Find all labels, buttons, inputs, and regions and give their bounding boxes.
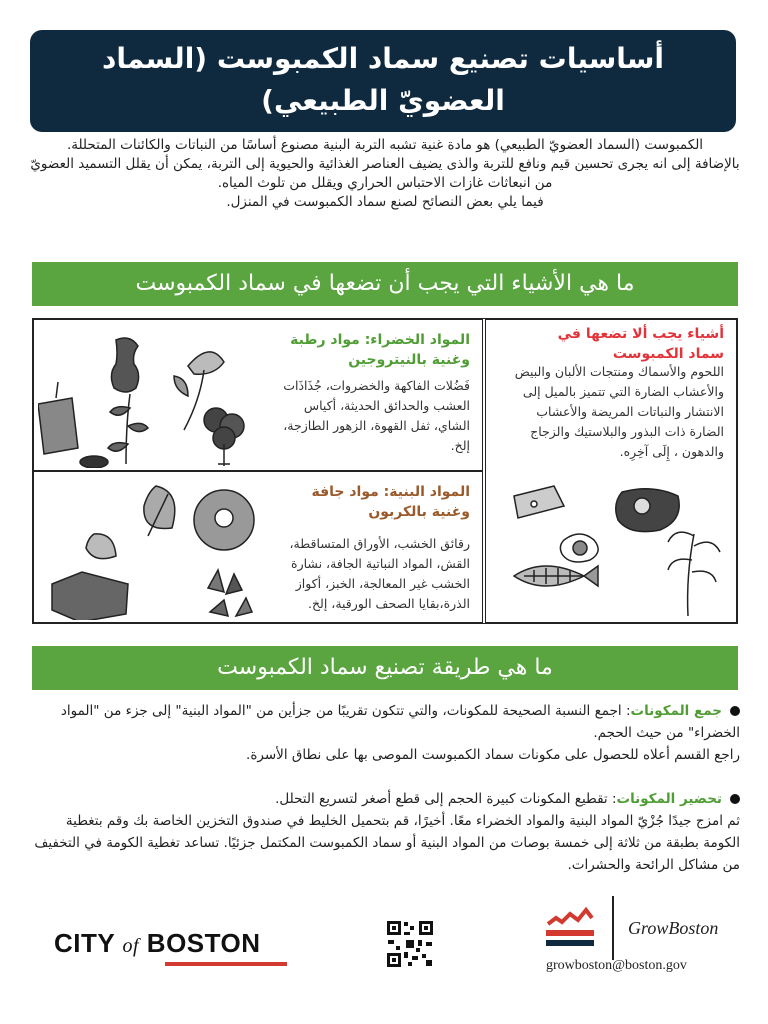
city-word: CITY — [54, 928, 115, 958]
step-collect-label: جمع المكونات — [630, 703, 722, 719]
growboston-name: GrowBoston — [628, 918, 719, 938]
city-of-boston-logo — [54, 928, 261, 959]
intro-text — [30, 136, 740, 212]
step-collect — [30, 700, 740, 744]
bullet-icon — [730, 794, 740, 804]
greens-title: المواد الخضراء: مواد رطبة وغنية بالنيتروجين — [290, 332, 470, 368]
growboston-logo-icon — [544, 906, 596, 952]
intro-line-2: بالإضافة إلى انه يجرى تحسين قيم ونافع للتربة والذى يضيف العناصر الغذائية والحيوية إلى التربة، يمكن أن يقلل التسميد العضويّ من انبعاثات غازات الاحتباس الحراري ويقلل من تلوث المياه. — [30, 156, 740, 191]
boston-word: BOSTON — [146, 928, 261, 958]
avoid-items-illustration — [494, 476, 734, 618]
contact-email[interactable]: growboston@boston.gov — [546, 958, 687, 973]
step-prepare-note: ثم امزج جيدًا جُزْيّ المواد البنية والمواد الخضراء معًا. أخيرًا، قم بتحميل الخليط في صندوق التخزين الخاصة بك وقم بتغطية الكومة بطبقة من ثلاثة إلى خمسة بوصات من المواد البنية أو سماد الكمبوست المكتمل جزئيًا. تساعد تغطية الكومة في التخفيف من مشاكل الرائحة والحشرات. — [34, 813, 740, 873]
brown-materials-illustration — [38, 476, 266, 620]
green-materials-illustration — [38, 326, 266, 468]
intro-line-3: فيما يلي بعض النصائح لصنع سماد الكمبوست في المنزل. — [226, 194, 544, 210]
step-prepare-text: : تقطيع المكونات كبيرة الحجم إلى قطع أصغر لتسريع التحلل. — [275, 791, 617, 807]
avoid-title: أشياء يجب ألا تضعها في سماد الكمبوست — [557, 326, 724, 362]
browns-title: المواد البنية: مواد جافة وغنية بالكربون — [311, 484, 470, 520]
step-prepare — [30, 788, 740, 810]
avoid-text: اللحوم والأسماك ومنتجات الألبان والبيض والأعشاب الضارة التي تتميز بالميل إلى الانتشار والنباتات المريضة والأعشاب الضارة ذات البذور والبلاستيك والزجاج والدهون ، إِلَى آخِرِه. — [514, 364, 724, 459]
logo-divider — [612, 896, 614, 960]
qr-code-icon[interactable] — [386, 920, 434, 968]
of-word: of — [122, 935, 140, 957]
step-collect-note: راجع القسم أعلاه للحصول على مكونات سماد الكمبوست الموصى بها على نطاق الأسرة. — [246, 747, 740, 763]
avoid-cell — [485, 319, 737, 623]
section-heading-how-to: ما هي طريقة تصنيع سماد الكمبوست — [32, 646, 738, 690]
step-collect-text: : اجمع النسبة الصحيحة للمكونات، والتي تتكون تقريبًا من جزأين من "المواد البنية" إلى جزء من "المواد الخضراء" من حيث الحجم. — [60, 703, 740, 741]
page-title: أساسيات تصنيع سماد الكمبوست (السماد العضويّ الطبيعي) — [30, 30, 736, 132]
browns-cell — [33, 471, 483, 623]
greens-text: فَضُلات الفاكهة والخضروات، جُذَاذَات العشب والحدائق الحديثة، أكياس الشاي، ثفل القهوة، الزهور الطازجة، إلخ. — [283, 378, 470, 453]
bullet-icon — [730, 706, 740, 716]
materials-frame — [32, 318, 738, 624]
step-prepare-label: تحضير المكونات — [616, 791, 722, 807]
intro-line-1: الكمبوست (السماد العضويّ الطبيعي) هو مادة غنية تشبه التربة البنية مصنوع أساسًا من النباتات والكائنات المتحللة. — [66, 137, 704, 153]
greens-cell — [33, 319, 483, 471]
section-heading-what-to-add: ما هي الأشياء التي يجب أن تضعها في سماد الكمبوست — [32, 262, 738, 306]
footer — [0, 892, 768, 1002]
logo-underline — [165, 962, 287, 966]
how-to-steps — [30, 700, 740, 876]
browns-text: رقائق الخشب، الأوراق المتساقطة، القش، المواد النباتية الجافة، نشارة الخشب غير المعالجة، الخبز، أكواز الذرة،بقايا الصحف الورقية، إلخ. — [289, 536, 470, 611]
